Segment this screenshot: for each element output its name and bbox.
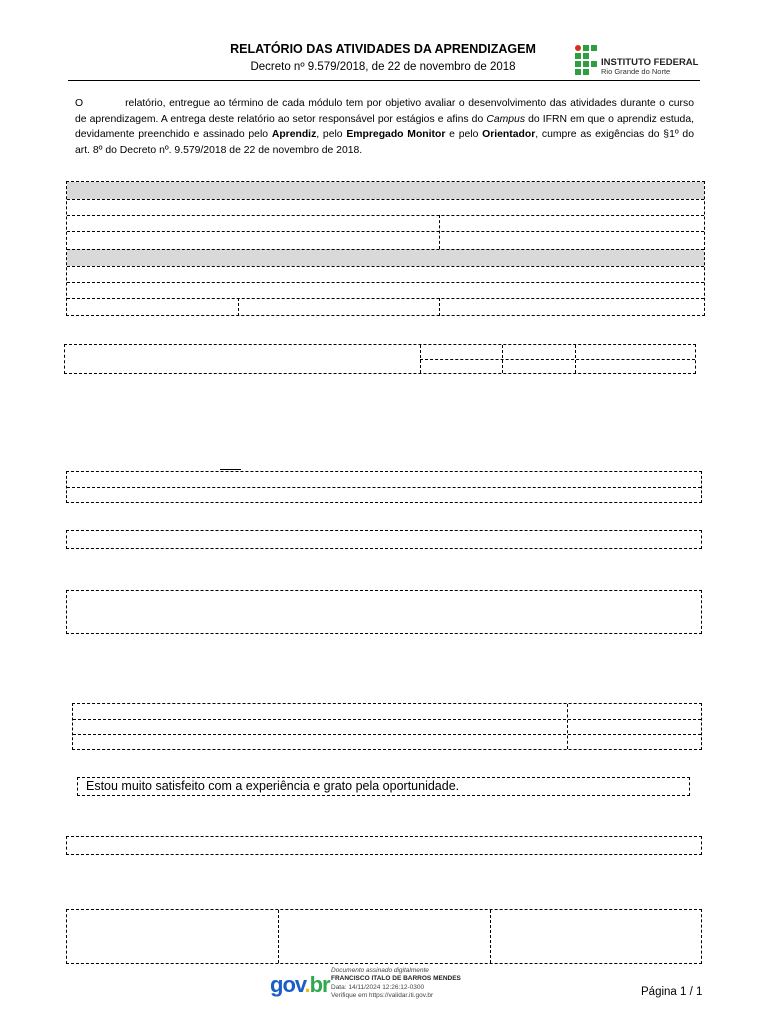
intro-aprendiz: Aprendiz [271, 129, 317, 140]
govbr-logo [270, 972, 330, 1002]
single-line-field[interactable] [66, 530, 702, 549]
description-textarea[interactable] [66, 590, 702, 634]
govbr-logo-dot: . [304, 972, 310, 997]
activities-table [66, 471, 702, 503]
intro-paragraph [75, 96, 694, 158]
intro-text-end: , cumpre as exigências do §1º do art. 8º do Decreto nº. 9.579/2018 de 22 de novembro de 2018. [75, 129, 694, 156]
comment-answer-field[interactable] [77, 777, 690, 796]
identification-section-row [67, 249, 704, 266]
ifrn-logo-mark-icon [575, 45, 597, 75]
digital-signature-stamp [331, 967, 461, 1001]
intro-text-start: O [75, 98, 84, 109]
signature-caption: Documento assinado digitalmente [331, 967, 429, 974]
signature-table [66, 909, 702, 964]
identification-table [66, 181, 705, 316]
intro-text-cont: do IFRN em que o aprendiz estuda, devidamente preenchido e assinado pelo [75, 113, 694, 140]
intro-sep-1: , pelo [316, 129, 347, 140]
logo-institution-subtitle: Rio Grande do Norte [601, 67, 671, 76]
intro-campus: Campus [486, 113, 526, 125]
logo-institution-name: INSTITUTO FEDERAL [601, 57, 699, 68]
signature-verify-link[interactable]: Verifique em https://validar.iti.gov.br [331, 992, 434, 1000]
signature-date: Data: 14/11/2024 12:26:12-0300 [331, 983, 425, 991]
ifrn-logo [575, 45, 705, 77]
evaluation-table [72, 703, 702, 750]
document-subtitle: Decreto nº 9.579/2018, de 22 de novembro de 2018 [250, 61, 516, 73]
signature-divider-1 [278, 910, 279, 963]
notes-field[interactable] [66, 836, 702, 855]
period-table [64, 344, 696, 374]
header-divider [68, 80, 700, 81]
identification-col-divider [439, 215, 440, 249]
govbr-logo-br: br [309, 972, 330, 997]
signature-signer: FRANCISCO ITALO DE BARROS MENDES [331, 975, 461, 983]
intro-orientador: Orientador [482, 129, 536, 140]
intro-text: relatório, entregue ao término de cada módulo tem por objetivo avaliar o desenvolvimento das atividades durante o curso de aprendizagem. A entrega deste relatório ao setor responsável por estágios e afins do [75, 98, 694, 125]
field-underline [220, 469, 241, 470]
page-number: Página 1 / 1 [641, 986, 703, 998]
intro-sep-2: e pelo [445, 129, 483, 140]
comment-answer-text: Estou muito satisfeito com a experiência e grato pela oportunidade. [86, 779, 460, 793]
identification-header-row [67, 182, 704, 199]
document-title: RELATÓRIO DAS ATIVIDADES DA APRENDIZAGEM [230, 42, 536, 56]
signature-divider-2 [490, 910, 491, 963]
govbr-logo-gov: gov [270, 972, 305, 997]
intro-empregado-monitor: Empregado Monitor [346, 129, 446, 140]
